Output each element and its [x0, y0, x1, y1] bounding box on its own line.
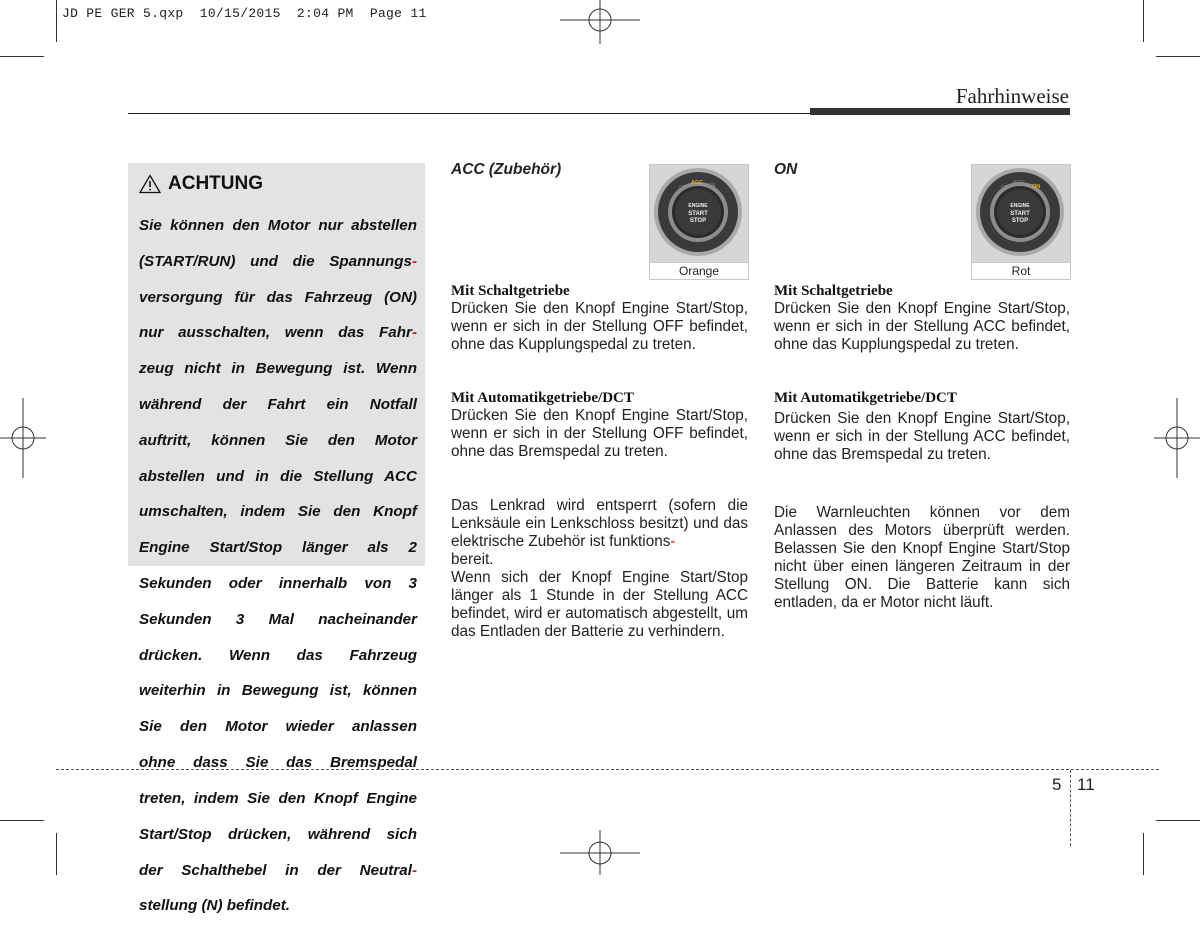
warning-line: stellung (N) befindet. [139, 897, 291, 915]
on-label: ON [1032, 184, 1041, 190]
acc-paragraph-3: Das Lenkrad wird entsperrt (sofern die Lenksäule ein Lenkschloss besitzt) und das elektrische Zubehör ist funktions- bereit. [451, 497, 748, 568]
warning-text [139, 199, 417, 933]
acc-manual-heading: Mit Schaltgetriebe [451, 283, 570, 299]
registration-mark-left [0, 398, 46, 478]
acc-manual-text: Drücken Sie den Knopf Engine Start/Stop, wenn er sich in der Stellung OFF befindet, ohne das Kupplungspedal zu treten. [451, 300, 748, 353]
registration-mark-bottom [560, 830, 640, 875]
off-label: OFF [1001, 185, 1011, 191]
on-heading: ON [774, 161, 798, 178]
warning-line: Start/Stop drücken, während sich [139, 825, 417, 843]
registration-mark-right [1154, 398, 1200, 478]
hyphen-mark: - [411, 861, 417, 879]
engine-label: ENGINE [688, 203, 708, 209]
on-manual-text: Drücken Sie den Knopf Engine Start/Stop, wenn er sich in der Stellung ACC befindet, ohne das Kupplungspedal zu treten. [774, 300, 1070, 353]
warning-line: während der Fahrt ein Notfall [139, 395, 417, 413]
warning-line: zeug nicht in Bewegung ist. Wenn [139, 360, 417, 378]
warning-line: nur ausschalten, wenn das Fahr- [139, 324, 417, 342]
start-label: START [1010, 211, 1030, 217]
acc-paragraph-4: Wenn sich der Knopf Engine Start/Stop länger als 1 Stunde in der Stellung ACC befindet, wird er automatisch abgestellt, um das Entladen der Batterie zu verhindern. [451, 569, 748, 640]
warning-line: weiterhin in Bewegung ist, können [139, 682, 417, 700]
on-label: ON [708, 183, 716, 189]
hyphen-mark: - [670, 532, 676, 550]
warning-triangle-icon [139, 174, 161, 194]
warning-line: Sekunden oder innerhalb von 3 [139, 575, 417, 593]
warning-line: Engine Start/Stop länger als 2 [139, 539, 417, 557]
acc-figure-caption: Orange [649, 262, 749, 280]
acc-auto-heading: Mit Automatikgetriebe/DCT [451, 390, 634, 406]
hyphen-mark: - [411, 252, 417, 270]
warning-line: versorgung für das Fahrzeug (ON) [139, 288, 417, 306]
stop-label: STOP [1011, 218, 1029, 224]
print-header: JD PE GER 5.qxp 10/15/2015 2:04 PM Page 11 [62, 6, 427, 21]
registration-mark-top [560, 0, 640, 44]
warning-line: Sie den Motor wieder anlassen [139, 718, 417, 736]
engine-start-button-image [972, 165, 1070, 265]
warning-line: umschalten, indem Sie den Knopf [139, 503, 417, 521]
engine-label: ENGINE [1010, 203, 1030, 209]
hyphen-mark: - [411, 324, 417, 342]
footer-dashed-divider [1070, 770, 1071, 846]
on-figure-caption: Rot [971, 262, 1071, 280]
header-rule [128, 113, 810, 114]
warning-line: treten, indem Sie den Knopf Engine [139, 789, 417, 807]
on-auto-text: Drücken Sie den Knopf Engine Start/Stop, wenn er sich in der Stellung ACC befindet, ohne das Bremspedal zu treten. [774, 410, 1070, 463]
engine-start-button-image [650, 165, 748, 265]
acc-auto-text: Drücken Sie den Knopf Engine Start/Stop, wenn er sich in der Stellung OFF befindet, ohne das Bremspedal zu treten. [451, 407, 748, 460]
warning-line: (START/RUN) und die Spannungs- [139, 252, 417, 270]
on-manual-heading: Mit Schaltgetriebe [774, 283, 893, 299]
stop-label: STOP [689, 218, 707, 224]
warning-title [139, 173, 263, 195]
on-auto-heading: Mit Automatikgetriebe/DCT [774, 390, 957, 406]
section-title: Fahrhinweise [955, 84, 1069, 108]
on-paragraph-3: Die Warnleuchten können vor dem Anlassen des Motors überprüft werden. Belassen Sie den Knopf Engine Start/Stop nicht über einen längeren Zeitraum in der Stellung ON. Die Batterie kann sich entladen, da er Motor nicht läuft. [774, 504, 1070, 611]
acc-label: ACC [691, 180, 703, 186]
warning-line: abstellen und in die Stellung ACC [139, 467, 417, 485]
off-label: OFF [679, 185, 689, 191]
warning-line: drücken. Wenn das Fahrzeug [139, 646, 417, 664]
warning-line: ohne dass Sie das Bremspedal [139, 754, 417, 772]
warning-line: Sie können den Motor nur abstellen [139, 216, 417, 234]
warning-line: auftritt, können Sie den Motor [139, 431, 417, 449]
on-button-figure [971, 164, 1071, 266]
acc-heading: ACC (Zubehör) [451, 161, 562, 178]
start-label: START [688, 211, 708, 217]
warning-title-text: ACHTUNG [168, 173, 263, 194]
acc-label: ACC [1013, 180, 1025, 186]
page-number: 11 [1077, 775, 1095, 794]
warning-line: Sekunden 3 Mal nacheinander [139, 610, 417, 628]
warning-line: der Schalthebel in der Neutral- [139, 861, 417, 879]
footer-dashed-rule [56, 769, 1159, 770]
header-rule-bar [810, 108, 1070, 115]
acc-button-figure [649, 164, 749, 266]
chapter-number: 5 [1052, 775, 1062, 794]
